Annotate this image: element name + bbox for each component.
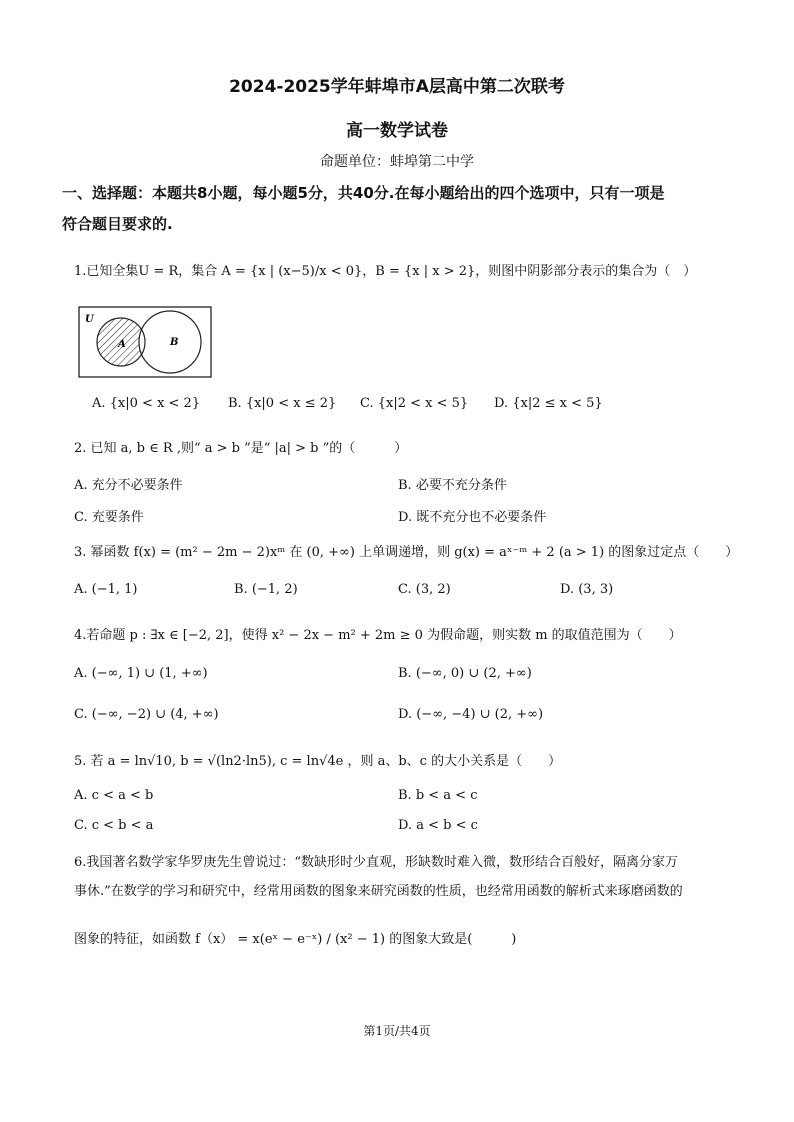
- section-heading-line2: 符合题目要求的.: [62, 215, 173, 233]
- q2-option-a: A. 充分不必要条件: [74, 478, 183, 493]
- question-6-line2: 事休.”在数学的学习和研究中，经常用函数的图象来研究函数的性质，也经常用函数的解析式来琢磨函数的: [74, 884, 683, 899]
- q5-option-c: C. c < b < a: [74, 818, 154, 833]
- question-4-text: 4.若命题 p : ∃x ∈ [−2, 2]，使得 x² − 2x − m² + 2m ≥ 0 为假命题，则实数 m 的取值范围为（ ）: [74, 628, 682, 643]
- question-5-text: 5. 若 a = ln√10, b = √(ln2·ln5), c = ln√4e ，则 a、b、c 的大小关系是（ ）: [74, 754, 562, 769]
- venn-diagram: [78, 306, 214, 380]
- question-6-line1: 6.我国著名数学家华罗庚先生曾说过：“数缺形时少直观，形缺数时难入微，数形结合百般好，隔离分家万: [74, 855, 679, 870]
- q4-option-b: B. (−∞, 0) ∪ (2, +∞): [398, 666, 532, 681]
- author-unit: 命题单位：蚌埠第二中学: [320, 154, 474, 170]
- venn-label-b: B: [170, 337, 179, 348]
- q2-option-d: D. 既不充分也不必要条件: [398, 510, 547, 525]
- q2-option-b: B. 必要不充分条件: [398, 478, 507, 493]
- q1-option-b: B. {x|0 < x ≤ 2}: [228, 396, 337, 411]
- q5-option-d: D. a < b < c: [398, 818, 478, 833]
- q2-option-c: C. 充要条件: [74, 510, 144, 525]
- q3-option-a: A. (−1, 1): [74, 582, 138, 597]
- page-title: 2024-2025学年蚌埠市A层高中第二次联考: [229, 77, 565, 97]
- question-6-line3: 图象的特征，如函数 f（x） = x(eˣ − e⁻ˣ) / (x² − 1) 的图象大致是( ): [74, 932, 517, 947]
- q5-option-a: A. c < a < b: [74, 788, 154, 803]
- section-heading-line1: 一、选择题：本题共8小题，每小题5分，共40分.在每小题给出的四个选项中，只有一项是: [62, 184, 665, 202]
- q4-option-a: A. (−∞, 1) ∪ (1, +∞): [74, 666, 208, 681]
- q1-option-d: D. {x|2 ≤ x < 5}: [494, 396, 603, 411]
- q4-option-d: D. (−∞, −4) ∪ (2, +∞): [398, 707, 544, 722]
- q1-option-a: A. {x|0 < x < 2}: [92, 396, 201, 411]
- q3-option-c: C. (3, 2): [398, 582, 451, 597]
- question-1-text: 1.已知全集U = R，集合 A = {x | (x−5)/x < 0}，B = {x | x > 2}，则图中阴影部分表示的集合为（ ）: [74, 264, 697, 279]
- q3-option-d: D. (3, 3): [560, 582, 614, 597]
- q3-option-b: B. (−1, 2): [234, 582, 298, 597]
- q4-option-c: C. (−∞, −2) ∪ (4, +∞): [74, 707, 219, 722]
- venn-label-u: U: [85, 314, 94, 325]
- question-3-text: 3. 幂函数 f(x) = (m² − 2m − 2)xᵐ 在 (0, +∞) 上单调递增，则 g(x) = aˣ⁻ᵐ + 2 (a > 1) 的图象过定点（ ）: [74, 545, 739, 560]
- q1-option-c: C. {x|2 < x < 5}: [360, 396, 469, 411]
- venn-label-a: A: [118, 339, 126, 350]
- question-2-text: 2. 已知 a, b ∈ R ,则“ a > b ”是“ |a| > b ”的（ ）: [74, 441, 408, 456]
- page-footer: 第1页/共4页: [363, 1024, 431, 1038]
- q5-option-b: B. b < a < c: [398, 788, 478, 803]
- page-subtitle: 高一数学试卷: [346, 121, 448, 141]
